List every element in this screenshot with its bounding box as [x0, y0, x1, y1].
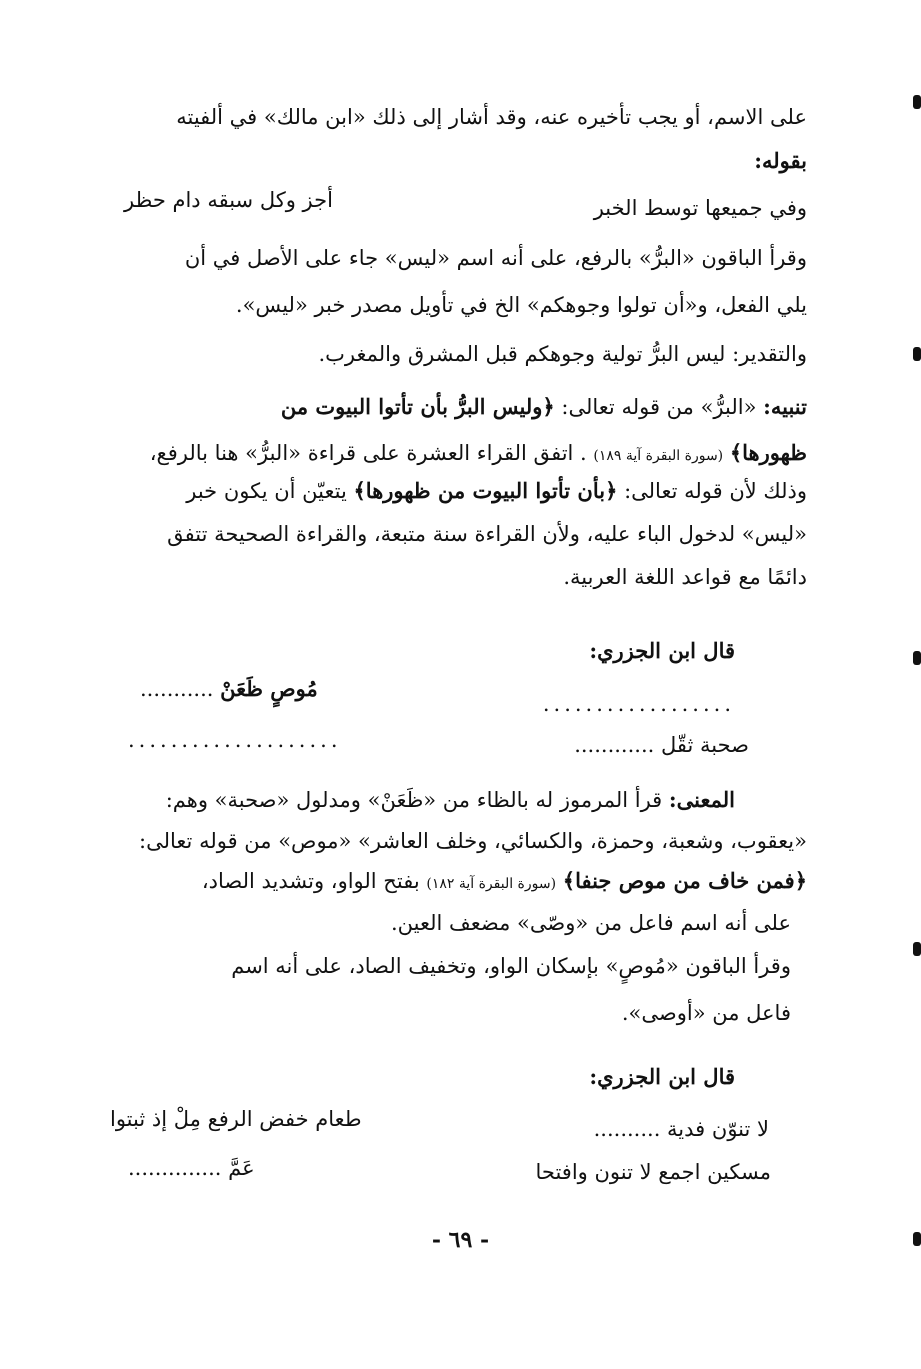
tanbih-text-2: . اتفق القراء العشرة على قراءة «البرُّ» هنا بالرفع، — [149, 441, 587, 465]
verse-5-left-hemistich: عَمَّ .............. — [128, 1156, 255, 1180]
verse-2-right-hemistich: .................. — [542, 692, 735, 716]
section-heading-2: قال ابن الجزري: — [589, 1064, 735, 1089]
page-number: - ٦٩ - — [431, 1227, 490, 1253]
text-line-2: بقوله: — [754, 148, 807, 173]
tanbih-line-1 — [281, 392, 807, 422]
scan-edge-mark — [913, 942, 921, 956]
maana-line-4: على أنه اسم فاعل من «وصّى» مضعف العين. — [390, 911, 791, 935]
maana-text-3: بفتح الواو، وتشديد الصاد، — [201, 869, 420, 893]
verse-2-dots: ........... — [140, 677, 214, 701]
verse-1-left-hemistich: أجز وكل سبقه دام حظر — [124, 188, 333, 212]
tanbih-label: تنبيه: — [763, 394, 807, 419]
maana-label: المعنى: — [668, 787, 735, 812]
quran-quote-1: ﴿وليس البرُّ بأن تأتوا البيوت من — [280, 394, 555, 419]
tanbih-line-5: دائمًا مع قواعد اللغة العربية. — [563, 565, 807, 589]
verse-4-right-hemistich: لا تنوّن فدية .......... — [593, 1117, 769, 1141]
tanbih-text-3a: وذلك لأن قوله تعالى: — [624, 479, 807, 503]
text-line-1: على الاسم، أو يجب تأخيره عنه، وقد أشار إلى ذلك «ابن مالك» في ألفيته — [176, 105, 807, 129]
maana-line-5: وقرأ الباقون «مُوصٍ» بإسكان الواو، وتخفيف الصاد، على أنه اسم — [231, 954, 791, 978]
maana-line-6: فاعل من «أوصى». — [621, 1001, 791, 1025]
verse-2-word: مُوصٍ ظَعَنْ — [220, 676, 318, 701]
surah-reference-1: (سورة البقرة آية ١٨٩) — [593, 448, 724, 464]
scan-edge-mark — [913, 347, 921, 361]
scan-edge-mark — [913, 651, 921, 665]
tanbih-text: «البرُّ» من قوله تعالى: — [561, 395, 757, 419]
tanbih-line-3 — [186, 476, 807, 506]
maana-line-3 — [202, 866, 807, 899]
tanbih-text-3b: يتعيّن أن يكون خبر — [186, 479, 347, 503]
verse-2-left-hemistich — [140, 676, 318, 701]
quran-quote-2: ﴿بأن تأتوا البيوت من ظهورها﴾ — [353, 478, 618, 503]
verse-3-left-hemistich: .................... — [128, 728, 342, 752]
scan-edge-mark — [913, 95, 921, 109]
maana-line-2: «يعقوب، وشعبة، وحمزة، والكسائي، وخلف العاشر» «موص» من قوله تعالى: — [139, 829, 807, 853]
tanbih-line-4: «ليس» لدخول الباء عليه، ولأن القراءة سنة متبعة، والقراءة الصحيحة تتفق — [167, 522, 807, 546]
text-line-4: يلي الفعل، و«أن تولوا وجوهكم» الخ في تأويل مصدر خبر «ليس». — [235, 293, 807, 317]
text-line-5: والتقدير: ليس البرُّ تولية وجوهكم قبل المشرق والمغرب. — [318, 342, 807, 366]
verse-5-right-hemistich: مسكين اجمع لا تنون وافتحا — [535, 1160, 771, 1184]
surah-reference-2: (سورة البقرة آية ١٨٢) — [426, 876, 557, 892]
quran-quote-3: ﴿فمن خاف من موص جنفا﴾ — [562, 868, 807, 893]
scan-edge-mark — [913, 1232, 921, 1246]
quran-quote-1-end: ظهورها﴾ — [729, 440, 807, 465]
text-line-3: وقرأ الباقون «البرُّ» بالرفع، على أنه اسم «ليس» جاء على الأصل في أن — [184, 246, 807, 270]
tanbih-line-2 — [150, 438, 807, 471]
maana-text-1: قرأ المرموز له بالظاء من «ظَعَنْ» ومدلول «صحبة» وهم: — [165, 788, 663, 812]
verse-4-left-hemistich: طعام خفض الرفع مِلْ إذ ثبتوا — [110, 1107, 362, 1131]
verse-1-right-hemistich: وفي جميعها توسط الخبر — [593, 196, 807, 220]
maana-line-1 — [166, 785, 735, 815]
verse-3-right-hemistich: صحبة ثقّل ............ — [574, 733, 749, 757]
section-heading-1: قال ابن الجزري: — [589, 638, 735, 663]
